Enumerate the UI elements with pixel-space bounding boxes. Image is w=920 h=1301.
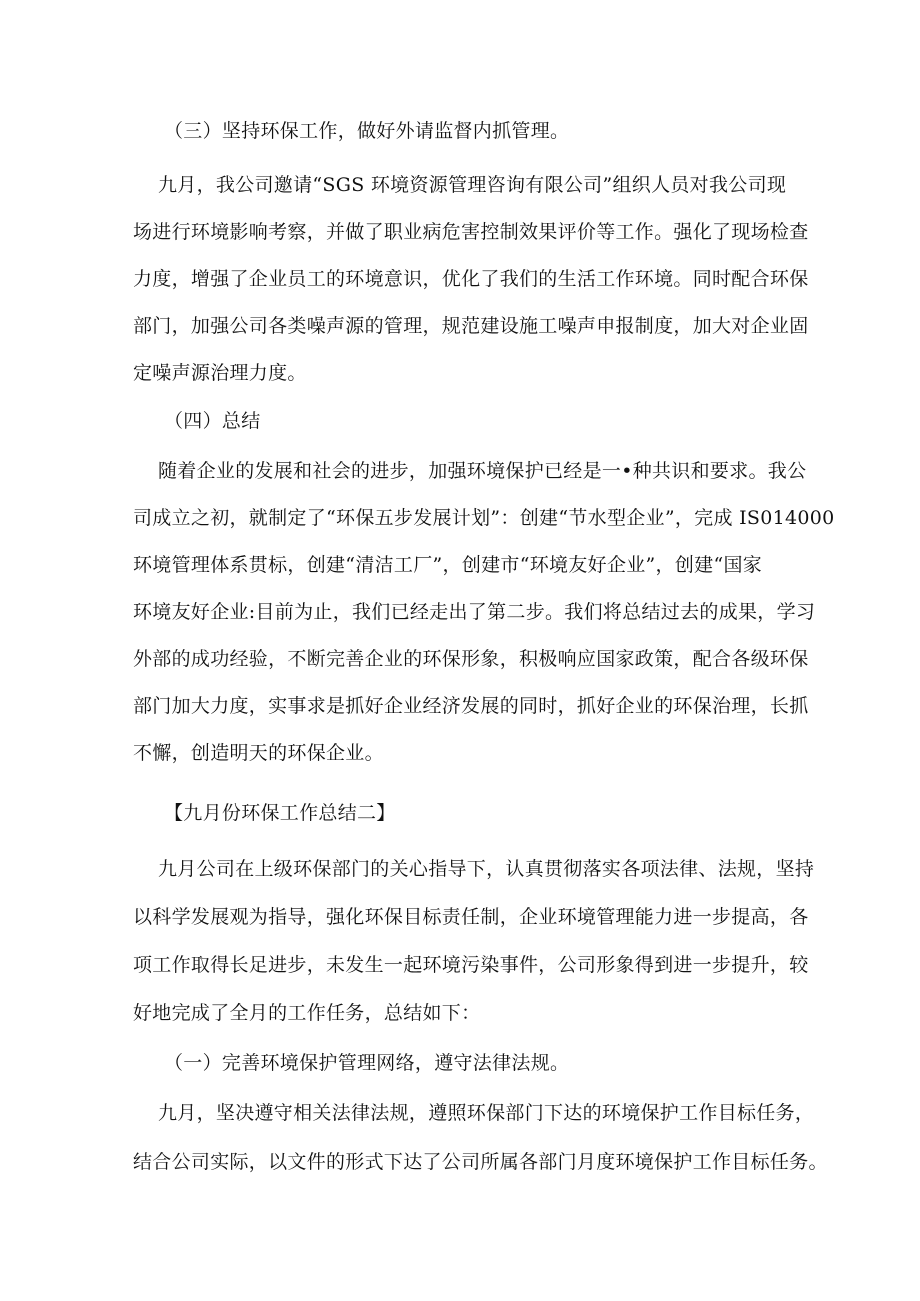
paragraph-summary-line-3: 环境管理体系贯标，创建“清洁工厂”，创建市“环境友好企业”，创建“国家 — [133, 554, 763, 576]
paragraph-summary-line-2: 司成立之初，就制定了“环保五步发展计划”：创建“节水型企业”，完成 IS014000 — [133, 507, 835, 529]
paragraph-summary-line-6: 部门加大力度，实事求是抓好企业经济发展的同时，抓好企业的环保治理，长抓 — [133, 695, 809, 717]
paragraph-intro-line-4: 好地完成了全月的工作任务，总结如下： — [133, 1002, 481, 1024]
paragraph-sgs-line-3: 力度，增强了企业员工的环境意识，优化了我们的生活工作环境。同时配合环保 — [133, 268, 809, 290]
paragraph-law-line-2: 结合公司实际，以文件的形式下达了公司所属各部门月度环境保护工作目标任务。 — [133, 1151, 828, 1173]
paragraph-intro-line-3: 项工作取得长足进步，未发生一起环境污染事件，公司形象得到进一步提升，较 — [133, 954, 809, 976]
paragraph-summary-line-7: 不懈，创造明天的环保企业。 — [133, 742, 384, 764]
paragraph-intro-line-1: 九月公司在上级环保部门的关心指导下，认真贯彻落实各项法律、法规，坚持 — [158, 858, 815, 880]
section-heading-4: （四）总结 — [164, 410, 261, 432]
section-heading-1: （一）完善环境保护管理网络，遵守法律法规。 — [164, 1052, 570, 1074]
paragraph-summary-line-1: 随着企业的发展和社会的进步，加强环境保护已经是一•种共识和要求。我公 — [158, 460, 807, 482]
paragraph-sgs-line-5: 定噪声源治理力度。 — [133, 362, 307, 384]
section-heading-3: （三）坚持环保工作，做好外请监督内抓管理。 — [164, 120, 570, 142]
paragraph-intro-line-2: 以科学发展观为指导，强化环保目标责任制，企业环境管理能力进一步提高，各 — [133, 906, 809, 928]
paragraph-summary-line-4: 环境友好企业:目前为止，我们已经走出了第二步。我们将总结过去的成果，学习 — [133, 601, 816, 623]
paragraph-sgs-line-4: 部门，加强公司各类噪声源的管理，规范建设施工噪声申报制度，加大对企业固 — [133, 315, 809, 337]
paragraph-law-line-1: 九月，坚决遵守相关法律法规，遵照环保部门下达的环境保护工作目标任务， — [158, 1102, 815, 1124]
section-title-2: 【九月份环保工作总结二】 — [164, 802, 396, 824]
paragraph-sgs-line-1: 九月，我公司邀请“SGS 环境资源管理咨询有限公司”组织人员对我公司现 — [158, 174, 787, 196]
paragraph-sgs-line-2: 场进行环境影响考察，并做了职业病危害控制效果评价等工作。强化了现场检查 — [133, 221, 809, 243]
paragraph-summary-line-5: 外部的成功经验，不断完善企业的环保形象，积极响应国家政策，配合各级环保 — [133, 648, 809, 670]
